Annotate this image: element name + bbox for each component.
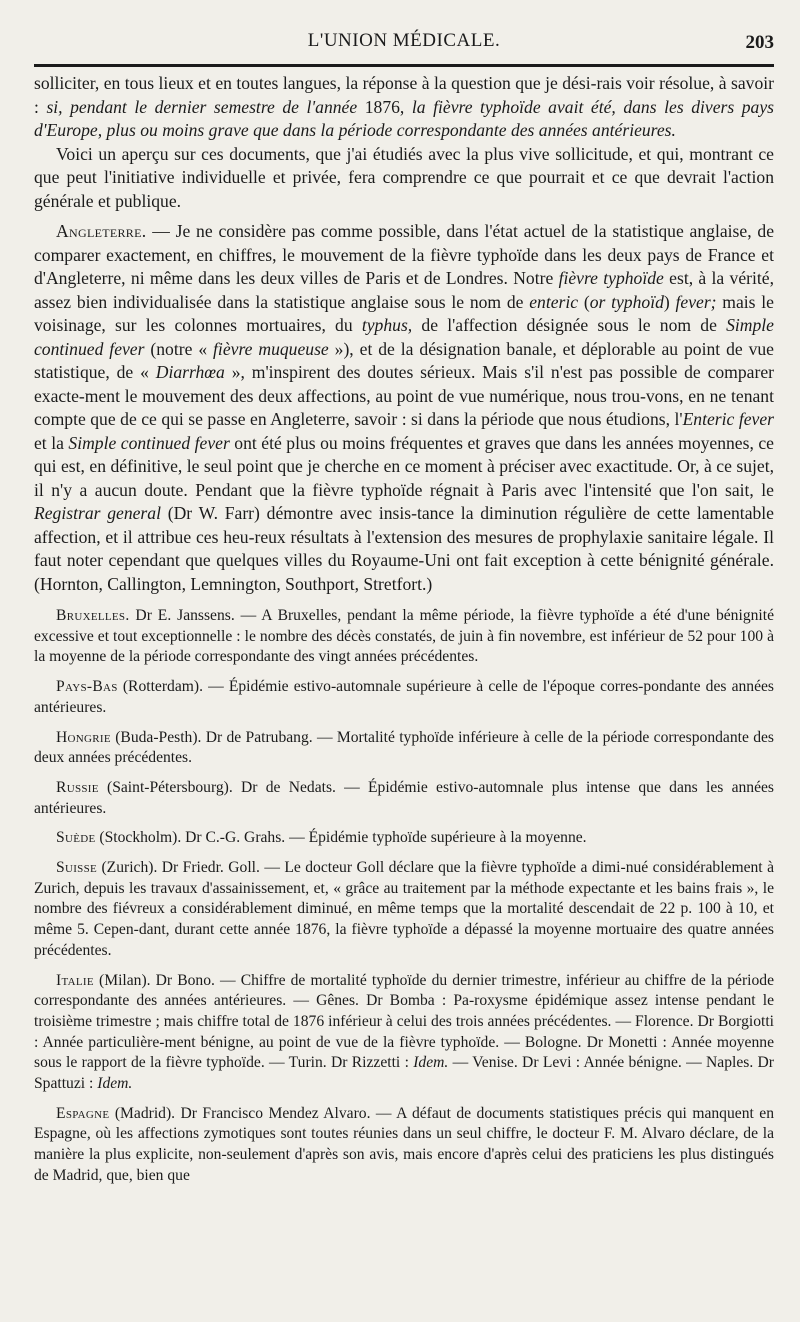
text-run: est, à la vérité, assez bien individualisée dans la statistique anglaise sous le nom de [34, 268, 774, 312]
text-run: (notre « [144, 338, 214, 359]
italic-run: Simple continued fever [68, 432, 230, 453]
entry-heading: Bruxelles. [56, 607, 130, 624]
documents-paragraph: Voici un aperçu sur ces documents, que j'ai étudiés avec la plus vive sollicitude, et qui, montrant ce que peut l'initiative individuelle et privée, fera comprendre ce que pourrait et ce que devrait l'action générale et publique. [34, 143, 774, 211]
entry-heading: Suisse [56, 859, 98, 877]
entry-text: (Madrid). Dr Francisco Mendez Alvaro. — A défaut de documents statistiques précis qui manquent en Espagne, où les affections zymotiques sont toutes réunies dans un seul chiffre, le docteur F. M. Alvaro déclare, de la manière la plus explicite, non-seulement d'après son avis, mais encore d'après celui des praticiens les plus distingués de Madrid, que, bien que [34, 1104, 774, 1184]
text-run: mais le voisinage, sur les colonnes mortuaires, du [34, 291, 774, 335]
entry-heading: Espagne [56, 1104, 110, 1122]
entry-italie [34, 971, 774, 1095]
entry-text: (Buda-Pesth). Dr de Patrubang. — Mortalité typhoïde inférieure à celle de la période correspondante des deux années précédentes. [34, 728, 774, 767]
italic-run: typhus, [361, 315, 413, 335]
intro-question-italic: si, pendant le dernier semestre de l'année [46, 96, 358, 117]
italic-run: fièvre muqueuse [213, 338, 329, 359]
intro-year: 1876, [357, 96, 412, 117]
entry-russie [34, 778, 774, 819]
entry-heading: Hongrie [56, 728, 111, 746]
italic-run: or typhoïd [589, 291, 664, 312]
italic-run: Simple continued fever [34, 315, 774, 359]
intro-text: solliciter, en tous lieux et en toutes langues, la réponse à la question que je dési-rais voir résolue, à savoir : [34, 73, 774, 117]
text-run: ) [663, 291, 676, 312]
entry-pays-bas [34, 677, 774, 718]
text-run: ( [578, 291, 590, 312]
entry-heading: Pays-Bas [56, 678, 118, 696]
italic-run: Registrar general [34, 503, 161, 523]
angleterre-paragraph [34, 220, 774, 596]
intro-question-italic-2: la fièvre typhoïde avait été, dans les divers pays d'Europe, plus ou moins grave que dans la période correspondante des années antérieures. [34, 96, 774, 140]
entry-bruxelles [34, 606, 774, 668]
entry-italic: Idem. [413, 1054, 449, 1072]
text-run: et la [34, 432, 69, 453]
italic-run: Diarrhœa [155, 362, 225, 382]
header-rule [34, 64, 774, 67]
article-body [34, 72, 774, 1196]
entry-italic: Idem. [97, 1075, 133, 1093]
running-header [34, 30, 774, 60]
italic-run: enteric [529, 291, 579, 312]
text-run: de l'affection désignée sous le nom de [412, 315, 727, 335]
intro-paragraph [34, 72, 774, 143]
entry-hongrie [34, 728, 774, 769]
entry-suede [34, 828, 774, 849]
entry-espagne [34, 1104, 774, 1187]
text-run: ont été plus ou moins fréquentes et graves que dans les années moyennes, ce qui est, en définitive, le seul point que je cherche en ce moment à préciser avec exactitude. Or, à ce sujet, il n'y a aucun doute. Pendant que la fièvre typhoïde régnait à Paris avec l'intensité que l'on sait, le [34, 432, 774, 500]
entry-heading: Italie [56, 971, 94, 989]
text-run: (Dr W. Farr) démontre avec insis-tance la diminution régulière de cette lamentable affection, et il attribue ces heu-reux résultats à l'extension des mesures de prophylaxie sanitaire légale. Il faut noter cependant que quelques villes du Royaume-Uni ont fait exception à cette bénignité générale. (Hornton, Callington, Lemnington, Southport, Stretfort.) [34, 503, 774, 594]
journal-title: L'UNION MÉDICALE. [307, 30, 501, 51]
entry-heading: Russie [56, 778, 99, 796]
text-run: »), et de la désignation banale, et déplorable au point de vue statistique, de « [34, 338, 774, 382]
country-entries [34, 606, 774, 1187]
entry-text: Dr E. Janssens. — A Bruxelles, pendant la même période, la fièvre typhoïde a été d'une bénignité excessive et tout exceptionnelle : le nombre des décès constatés, de juin à fin novembre, est inférieur de 52 pour 100 à la moyenne de la période correspondante des vingt années précédentes. [34, 607, 774, 666]
italic-run: fièvre typhoïde [558, 268, 664, 288]
text-run: », m'inspirent des doutes sérieux. Mais s'il n'est pas possible de comparer exacte-ment le mouvement des deux affections, au point de vue numérique, nous trou-vons, en ne tenant compte que de ce qui se passe en Angleterre, savoir : si dans la période que nous étudions, l' [34, 362, 775, 429]
large-text-section [34, 72, 774, 596]
italic-run: Enteric fever [682, 409, 774, 429]
page-number: 203 [745, 32, 774, 53]
section-heading-angleterre: Angleterre. [56, 221, 147, 241]
italic-run: fever; [675, 291, 717, 312]
entry-text: (Stockholm). Dr C.-G. Grahs. — Épidémie typhoïde supérieure à la moyenne. [95, 829, 587, 847]
entry-text: (Milan). Dr Bono. — Chiffre de mortalité typhoïde du dernier trimestre, inférieur au chiffre de la période correspondante des années antérieures. — Gênes. Dr Bomba : Pa-roxysme épidémique assez intense pendant le troisième trimestre ; mais chiffre total de 1876 inférieur à celui des trois années précédentes. — Florence. Dr Borgiotti : Année particulière-ment bénigne, au point de vue de la fièvre typhoïde. — Bologne. Dr Monetti : Année moyenne sous le rapport de la fièvre typhoïde. — Turin. Dr Rizzetti : [34, 971, 774, 1072]
text-run: — Je ne considère pas comme possible, dans l'état actuel de la statistique anglaise, de comparer exactement, en chiffres, le mouvement de la fièvre typhoïde dans les deux pays de France et d'Angleterre, ni même dans les deux villes de Paris et de Londres. Notre [34, 221, 774, 288]
entry-text: (Zurich). Dr Friedr. Goll. — Le docteur Goll déclare que la fièvre typhoïde a dimi-nué considérablement à Zurich, depuis les travaux d'assainissement, et, « grâce au traitement par la méthode expectante et les bains frais », le nombre des fiévreux a considérablement diminué, en même temps que la mortalité descendait de 22 p. 100 à 10, et même 5. Cepen-dant, durant cette année 1876, la fièvre typhoïde a dépassé la moyenne mortuaire des quatre années précédentes. [34, 859, 774, 959]
entry-text: (Saint-Pétersbourg). Dr de Nedats. — Épidémie estivo-automnale plus intense que dans les années antérieures. [34, 778, 774, 817]
entry-text: (Rotterdam). — Épidémie estivo-automnale supérieure à celle de l'époque corres-pondante des années antérieures. [34, 678, 774, 716]
entry-text: — Venise. Dr Levi : Année bénigne. — Naples. Dr Spattuzi : [34, 1054, 774, 1093]
entry-suisse [34, 858, 774, 962]
entry-heading: Suède [56, 829, 96, 847]
